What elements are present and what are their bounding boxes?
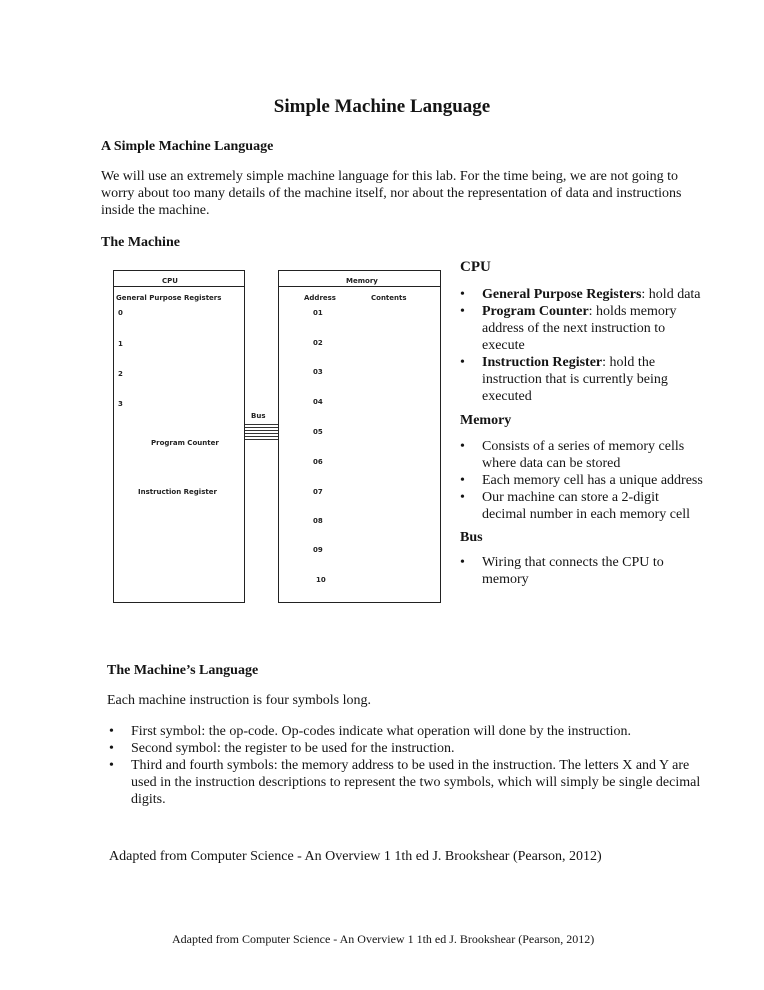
register-2: 2 <box>118 370 123 378</box>
section-heading-simple-machine-language: A Simple Machine Language <box>101 139 274 154</box>
register-1: 1 <box>118 340 123 348</box>
bus-wires <box>245 423 278 443</box>
memory-label: Memory <box>346 277 378 285</box>
register-3: 3 <box>118 400 123 408</box>
list-item: • Second symbol: the register to be used for the instruction. <box>109 740 709 757</box>
section-heading-the-machine: The Machine <box>101 235 180 250</box>
register-0: 0 <box>118 309 123 317</box>
list-item: • Each memory cell has a unique address <box>460 472 705 489</box>
list-item: • First symbol: the op-code. Op-codes indicate what operation will done by the instruction. <box>109 723 709 740</box>
list-item: • Program Counter: holds memory address of the next instruction to execute <box>460 303 705 354</box>
contents-header: Contents <box>371 294 407 302</box>
list-item: • Consists of a series of memory cells where data can be stored <box>460 438 705 472</box>
bus-label: Bus <box>251 412 266 420</box>
cpu-box <box>113 270 245 603</box>
bus-heading: Bus <box>460 530 483 545</box>
memory-box <box>278 270 441 603</box>
list-item: • Our machine can store a 2-digit decimal number in each memory cell <box>460 489 705 523</box>
page-title: Simple Machine Language <box>273 96 491 117</box>
cpu-list <box>460 286 705 405</box>
list-item: • General Purpose Registers: hold data <box>460 286 705 303</box>
address-01: 01 <box>313 309 323 317</box>
intro-paragraph: We will use an extremely simple machine language for this lab. For the time being, we are not going to worry about too many details of the machine itself, nor about the representation of data and instructions inside the machine. <box>101 169 682 218</box>
list-item: • Wiring that connects the CPU to memory <box>460 554 705 588</box>
address-09: 09 <box>313 546 323 554</box>
cpu-heading: CPU <box>460 259 491 275</box>
address-02: 02 <box>313 339 323 347</box>
bus-list <box>460 554 705 588</box>
address-header: Address <box>304 294 336 302</box>
address-10: 10 <box>316 576 326 584</box>
language-list <box>109 723 709 808</box>
address-03: 03 <box>313 368 323 376</box>
page-footer-credit: Adapted from Computer Science - An Overview 1 1th ed J. Brookshear (Pearson, 2012) <box>172 932 595 946</box>
program-counter-label: Program Counter <box>151 439 219 447</box>
address-07: 07 <box>313 488 323 496</box>
gpr-label: General Purpose Registers <box>116 294 222 302</box>
side-notes <box>460 259 705 588</box>
credit-line: Adapted from Computer Science - An Overview 1 1th ed J. Brookshear (Pearson, 2012) <box>109 849 602 864</box>
list-item: • Third and fourth symbols: the memory address to be used in the instruction. The letters X and Y are used in the instruction descriptions to represent the two symbols, which will simply be single decimal digits. <box>109 757 709 808</box>
cpu-header-divider <box>113 286 245 287</box>
list-item: • Instruction Register: hold the instruction that is currently being executed <box>460 354 705 405</box>
address-08: 08 <box>313 517 323 525</box>
memory-header-divider <box>278 286 441 287</box>
memory-list <box>460 438 705 523</box>
language-intro: Each machine instruction is four symbols long. <box>107 693 372 708</box>
section-heading-machine-language: The Machine’s Language <box>107 663 259 678</box>
instruction-register-label: Instruction Register <box>138 488 217 496</box>
address-05: 05 <box>313 428 323 436</box>
cpu-label: CPU <box>162 277 178 285</box>
memory-heading: Memory <box>460 413 512 428</box>
address-06: 06 <box>313 458 323 466</box>
address-04: 04 <box>313 398 323 406</box>
